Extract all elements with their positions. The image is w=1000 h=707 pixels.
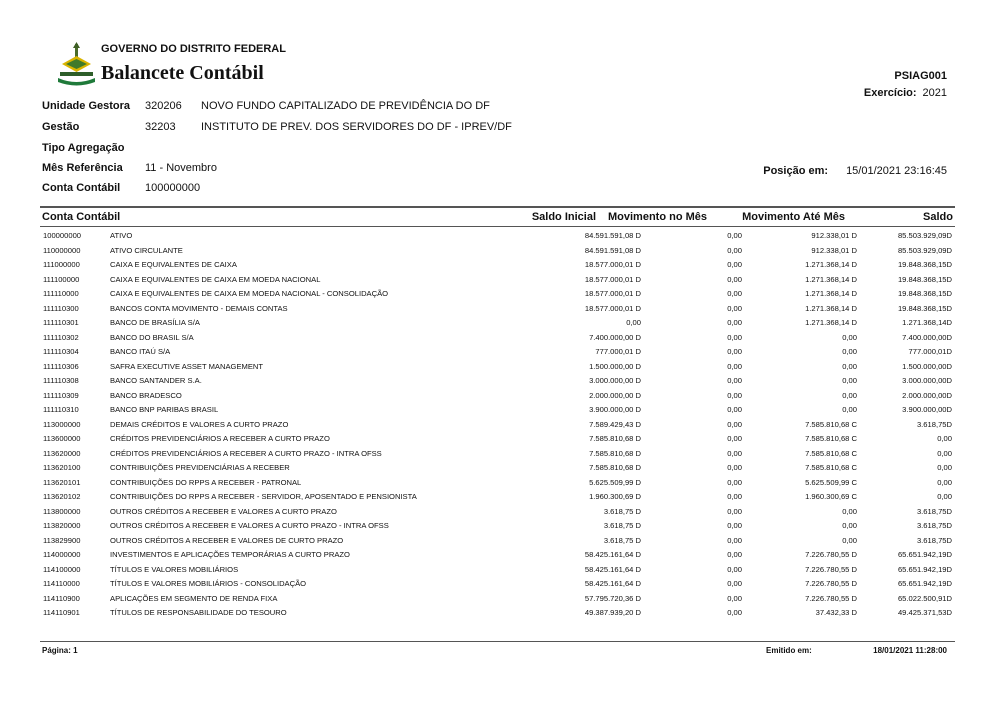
movimento-ate-mes-cell: 0,00: [842, 535, 857, 545]
table-row: [40, 492, 955, 504]
movimento-ate-mes-cell: 5.625.509,99 C: [805, 477, 857, 487]
unidade-gestora-code: 320206: [145, 100, 182, 112]
col-movimento-ate-mes: Movimento Até Mês: [742, 211, 845, 223]
table-row: [40, 536, 955, 548]
table-row: [40, 246, 955, 258]
account-name: ATIVO: [110, 231, 133, 240]
account-name: BANCOS CONTA MOVIMENTO - DEMAIS CONTAS: [110, 303, 288, 313]
movimento-ate-mes-cell: 37.432,33 D: [815, 608, 857, 617]
table-bottom-rule: [40, 641, 955, 642]
table-row: [40, 275, 955, 287]
posicao-value: 15/01/2021 23:16:45: [846, 165, 947, 177]
movimento-ate-mes-cell: 1.271.368,14 D: [805, 289, 857, 298]
col-saldo-inicial: Saldo Inicial: [531, 211, 596, 223]
movimento-mes-cell: 0,00: [727, 506, 742, 516]
movimento-ate-mes-cell: 0,00: [842, 332, 857, 342]
movimento-mes-cell: 0,00: [727, 289, 742, 298]
saldo-cell: 0,00: [937, 448, 952, 458]
account-name: CAIXA E EQUIVALENTES DE CAIXA EM MOEDA NACIONAL: [110, 274, 321, 284]
account-code: 114000000: [43, 550, 81, 559]
exercise-value: 2021: [922, 87, 947, 99]
col-saldo: Saldo: [923, 211, 953, 223]
account-name: BANCO DO BRASIL S/A: [110, 332, 194, 342]
movimento-mes-cell: 0,00: [727, 550, 742, 559]
saldo-cell: 0,00: [937, 492, 952, 501]
account-name: OUTROS CRÉDITOS A RECEBER E VALORES A CURTO PRAZO - INTRA OFSS: [110, 521, 389, 530]
posicao-label: Posição em:: [763, 165, 829, 177]
saldo-cell: 3.618,75D: [916, 506, 952, 516]
saldo-cell: 65.651.942,19D: [897, 579, 952, 588]
saldo-inicial-cell: 49.387.939,20 D: [584, 608, 641, 617]
account-code: 111110302: [43, 332, 79, 342]
account-code: 114110000: [43, 579, 80, 588]
movimento-ate-mes-cell: 1.271.368,14 D: [805, 274, 857, 284]
movimento-mes-cell: 0,00: [727, 303, 742, 313]
saldo-inicial-cell: 5.625.509,99 D: [589, 477, 641, 487]
movimento-ate-mes-cell: 0,00: [842, 376, 857, 385]
gestao-name: INSTITUTO DE PREV. DOS SERVIDORES DO DF - IPREV/DF: [201, 121, 512, 133]
account-code: 111100000: [43, 274, 80, 284]
table-row: [40, 507, 955, 519]
saldo-cell: 19.848.368,15D: [897, 289, 952, 298]
account-code: 111110304: [43, 347, 79, 356]
account-code: 111110301: [43, 318, 79, 327]
account-code: 113620101: [43, 477, 81, 487]
movimento-ate-mes-cell: 7.585.810,68 C: [805, 434, 857, 443]
account-name: CAIXA E EQUIVALENTES DE CAIXA: [110, 260, 237, 269]
movimento-mes-cell: 0,00: [727, 260, 742, 269]
saldo-cell: 65.022.500,91D: [897, 593, 952, 603]
tipo-agregacao-label: Tipo Agregação: [42, 142, 125, 154]
movimento-ate-mes-cell: 1.271.368,14 D: [805, 260, 857, 269]
saldo-inicial-cell: 3.900.000,00 D: [589, 405, 641, 414]
movimento-ate-mes-cell: 0,00: [842, 347, 857, 356]
movimento-mes-cell: 0,00: [727, 434, 742, 443]
movimento-ate-mes-cell: 1.960.300,69 C: [805, 492, 857, 501]
movimento-ate-mes-cell: 7.585.810,68 C: [805, 463, 857, 472]
account-name: BANCO DE BRASÍLIA S/A: [110, 318, 200, 327]
account-code: 111110306: [43, 361, 79, 371]
movimento-mes-cell: 0,00: [727, 318, 742, 327]
table-row: [40, 478, 955, 490]
table-row: [40, 420, 955, 432]
movimento-mes-cell: 0,00: [727, 274, 742, 284]
account-name: BANCO SANTANDER S.A.: [110, 376, 202, 385]
saldo-cell: 85.503.929,09D: [897, 245, 952, 255]
movimento-mes-cell: 0,00: [727, 245, 742, 255]
col-movimento-mes: Movimento no Mês: [607, 211, 707, 223]
saldo-inicial-cell: 57.795.720,36 D: [584, 593, 641, 603]
saldo-inicial-cell: 3.618,75 D: [603, 521, 641, 530]
saldo-inicial-cell: 0,00: [626, 318, 641, 327]
table-row: [40, 579, 955, 591]
account-code: 110000000: [43, 245, 81, 255]
saldo-inicial-cell: 7.400.000,00 D: [589, 332, 641, 342]
gestao-label: Gestão: [42, 121, 80, 133]
page-label: Página:: [42, 646, 71, 655]
account-name: ATIVO CIRCULANTE: [110, 245, 183, 255]
account-name: CONTRIBUIÇÕES DO RPPS A RECEBER - PATRONAL: [110, 477, 302, 487]
saldo-inicial-cell: 18.577.000,01 D: [584, 260, 641, 269]
conta-contabil-label: Conta Contábil: [42, 182, 121, 194]
movimento-ate-mes-cell: 7.585.810,68 C: [805, 419, 857, 429]
saldo-cell: 65.651.942,19D: [897, 564, 952, 574]
organization-name: GOVERNO DO DISTRITO FEDERAL: [101, 43, 286, 55]
movimento-ate-mes-cell: 7.226.780,55 D: [805, 550, 857, 559]
account-code: 113620100: [43, 463, 81, 472]
account-code: 114110901: [43, 608, 80, 617]
emitted-label: Emitido em:: [766, 646, 812, 655]
table-row: [40, 608, 955, 620]
saldo-inicial-cell: 7.585.810,68 D: [589, 434, 641, 443]
saldo-cell: 0,00: [937, 434, 952, 443]
account-name: INVESTIMENTOS E APLICAÇÕES TEMPORÁRIAS A CURTO PRAZO: [110, 550, 350, 559]
movimento-mes-cell: 0,00: [727, 463, 742, 472]
table-row: [40, 347, 955, 359]
account-name: OUTROS CRÉDITOS A RECEBER E VALORES A CURTO PRAZO: [110, 506, 337, 516]
movimento-ate-mes-cell: 0,00: [842, 361, 857, 371]
conta-contabil-value: 100000000: [145, 182, 201, 194]
saldo-inicial-cell: 1.500.000,00 D: [589, 361, 641, 371]
saldo-cell: 7.400.000,00D: [902, 332, 952, 342]
table-row: [40, 550, 955, 562]
saldo-cell: 19.848.368,15D: [897, 260, 952, 269]
account-code: 113820000: [43, 521, 81, 530]
account-name: CRÉDITOS PREVIDENCIÁRIOS A RECEBER A CURTO PRAZO: [110, 434, 330, 443]
account-code: 113620102: [43, 492, 81, 501]
movimento-ate-mes-cell: 912.338,01 D: [811, 231, 857, 240]
account-name: TÍTULOS DE RESPONSABILIDADE DO TESOURO: [110, 608, 287, 617]
saldo-cell: 3.618,75D: [916, 419, 952, 429]
saldo-inicial-cell: 3.618,75 D: [603, 535, 641, 545]
account-name: TÍTULOS E VALORES MOBILIÁRIOS - CONSOLIDAÇÃO: [110, 579, 307, 588]
account-code: 113829900: [43, 535, 81, 545]
table-row: [40, 333, 955, 345]
table-header-rule: [40, 226, 955, 227]
movimento-mes-cell: 0,00: [727, 593, 742, 603]
table-row: [40, 318, 955, 330]
account-code: 111110300: [43, 303, 79, 313]
unidade-gestora-label: Unidade Gestora: [42, 100, 131, 112]
movimento-ate-mes-cell: 1.271.368,14 D: [805, 303, 857, 313]
account-code: 111110000: [43, 289, 79, 298]
saldo-inicial-cell: 84.591.591,08 D: [584, 245, 641, 255]
table-row: [40, 565, 955, 577]
movimento-ate-mes-cell: 7.226.780,55 D: [805, 564, 857, 574]
saldo-cell: 3.900.000,00D: [902, 405, 952, 414]
movimento-mes-cell: 0,00: [727, 477, 742, 487]
account-code: 114100000: [43, 564, 81, 574]
table-row: [40, 304, 955, 316]
account-name: SAFRA EXECUTIVE ASSET MANAGEMENT: [110, 361, 264, 371]
saldo-inicial-cell: 7.589.429,43 D: [589, 419, 641, 429]
movimento-ate-mes-cell: 912.338,01 D: [811, 245, 857, 255]
movimento-mes-cell: 0,00: [727, 332, 742, 342]
movimento-mes-cell: 0,00: [727, 521, 742, 530]
saldo-cell: 777.000,01D: [908, 347, 952, 356]
account-code: 113800000: [43, 506, 81, 516]
saldo-cell: 85.503.929,09D: [897, 231, 952, 240]
movimento-ate-mes-cell: 0,00: [842, 521, 857, 530]
movimento-mes-cell: 0,00: [727, 361, 742, 371]
table-row: [40, 231, 955, 243]
movimento-mes-cell: 0,00: [727, 579, 742, 588]
movimento-ate-mes-cell: 0,00: [842, 506, 857, 516]
table-row: [40, 521, 955, 533]
mes-referencia-value: 11 - Novembro: [145, 162, 217, 174]
account-code: 113620000: [43, 448, 81, 458]
saldo-cell: 3.618,75D: [916, 521, 952, 530]
posicao-field: [763, 165, 947, 177]
saldo-cell: 19.848.368,15D: [897, 303, 952, 313]
exercise-label: Exercício:: [863, 87, 917, 99]
emitted-value: 18/01/2021 11:28:00: [873, 646, 947, 655]
movimento-ate-mes-cell: 7.226.780,55 D: [805, 579, 857, 588]
account-code: 114110900: [43, 593, 80, 603]
account-name: APLICAÇÕES EM SEGMENTO DE RENDA FIXA: [110, 593, 278, 603]
account-name: CONTRIBUIÇÕES PREVIDENCIÁRIAS A RECEBER: [110, 463, 290, 472]
saldo-inicial-cell: 84.591.591,08 D: [584, 231, 641, 240]
mes-referencia-label: Mês Referência: [42, 162, 123, 174]
saldo-inicial-cell: 58.425.161,64 D: [584, 564, 641, 574]
movimento-ate-mes-cell: 1.271.368,14 D: [805, 318, 857, 327]
saldo-inicial-cell: 7.585.810,68 D: [589, 448, 641, 458]
account-code: 113000000: [43, 419, 81, 429]
account-code: 100000000: [43, 231, 82, 240]
account-code: 111110308: [43, 376, 79, 385]
brasao-df-icon: [56, 42, 98, 88]
movimento-mes-cell: 0,00: [727, 492, 742, 501]
account-name: BANCO BRADESCO: [110, 390, 182, 400]
saldo-cell: 2.000.000,00D: [902, 390, 952, 400]
table-row: [40, 449, 955, 461]
saldo-cell: 19.848.368,15D: [897, 274, 952, 284]
saldo-cell: 65.651.942,19D: [897, 550, 952, 559]
account-name: CAIXA E EQUIVALENTES DE CAIXA EM MOEDA NACIONAL - CONSOLIDAÇÃO: [110, 289, 389, 298]
saldo-inicial-cell: 18.577.000,01 D: [584, 289, 641, 298]
account-name: BANCO BNP PARIBAS BRASIL: [110, 405, 219, 414]
report-code: PSIAG001: [894, 70, 947, 82]
account-name: CONTRIBUIÇÕES DO RPPS A RECEBER - SERVIDOR, APOSENTADO E PENSIONISTA: [110, 492, 417, 501]
movimento-mes-cell: 0,00: [727, 419, 742, 429]
account-name: DEMAIS CRÉDITOS E VALORES A CURTO PRAZO: [110, 419, 289, 429]
gestao-code: 32203: [145, 121, 176, 133]
account-name: OUTROS CRÉDITOS A RECEBER E VALORES DE CURTO PRAZO: [110, 535, 344, 545]
table-row: [40, 434, 955, 446]
saldo-cell: 1.271.368,14D: [902, 318, 952, 327]
table-row: [40, 362, 955, 374]
movimento-mes-cell: 0,00: [727, 535, 742, 545]
table-row: [40, 289, 955, 301]
table-row: [40, 376, 955, 388]
account-code: 111110310: [43, 405, 79, 414]
saldo-cell: 1.500.000,00D: [902, 361, 952, 371]
account-name: CRÉDITOS PREVIDENCIÁRIOS A RECEBER A CURTO PRAZO - INTRA OFSS: [110, 448, 382, 458]
saldo-inicial-cell: 2.000.000,00 D: [589, 390, 641, 400]
account-code: 111000000: [43, 260, 80, 269]
account-name: TÍTULOS E VALORES MOBILIÁRIOS: [110, 564, 239, 574]
saldo-inicial-cell: 3.618,75 D: [603, 506, 641, 516]
movimento-mes-cell: 0,00: [727, 564, 742, 574]
saldo-inicial-cell: 3.000.000,00 D: [589, 376, 641, 385]
exercise-field: [864, 87, 947, 99]
page-number: 1: [73, 646, 78, 655]
saldo-cell: 49.425.371,53D: [897, 608, 952, 617]
page-field: [42, 646, 78, 655]
col-conta-contabil: Conta Contábil: [42, 211, 121, 223]
saldo-cell: 0,00: [937, 477, 952, 487]
saldo-inicial-cell: 58.425.161,64 D: [584, 550, 641, 559]
saldo-cell: 3.000.000,00D: [902, 376, 952, 385]
table-row: [40, 405, 955, 417]
table-row: [40, 391, 955, 403]
table-row: [40, 594, 955, 606]
movimento-mes-cell: 0,00: [727, 376, 742, 385]
movimento-ate-mes-cell: 0,00: [842, 405, 857, 414]
unidade-gestora-name: NOVO FUNDO CAPITALIZADO DE PREVIDÊNCIA DO DF: [201, 100, 490, 112]
movimento-ate-mes-cell: 0,00: [842, 390, 857, 400]
table-row: [40, 260, 955, 272]
movimento-ate-mes-cell: 7.226.780,55 D: [805, 593, 857, 603]
saldo-cell: 3.618,75D: [916, 535, 952, 545]
account-name: BANCO ITAÚ S/A: [110, 347, 171, 356]
account-code: 113600000: [43, 434, 81, 443]
table-row: [40, 463, 955, 475]
saldo-inicial-cell: 18.577.000,01 D: [584, 303, 641, 313]
movimento-mes-cell: 0,00: [727, 347, 742, 356]
movimento-mes-cell: 0,00: [727, 448, 742, 458]
saldo-inicial-cell: 18.577.000,01 D: [584, 274, 641, 284]
saldo-inicial-cell: 7.585.810,68 D: [589, 463, 641, 472]
saldo-cell: 0,00: [937, 463, 952, 472]
saldo-inicial-cell: 777.000,01 D: [595, 347, 641, 356]
movimento-mes-cell: 0,00: [727, 405, 742, 414]
saldo-inicial-cell: 58.425.161,64 D: [584, 579, 641, 588]
movimento-mes-cell: 0,00: [727, 390, 742, 400]
saldo-inicial-cell: 1.960.300,69 D: [589, 492, 641, 501]
table-top-rule: [40, 206, 955, 208]
movimento-mes-cell: 0,00: [727, 608, 742, 617]
account-code: 111110309: [43, 390, 79, 400]
movimento-ate-mes-cell: 7.585.810,68 C: [805, 448, 857, 458]
movimento-mes-cell: 0,00: [727, 231, 742, 240]
report-title: Balancete Contábil: [101, 62, 264, 84]
